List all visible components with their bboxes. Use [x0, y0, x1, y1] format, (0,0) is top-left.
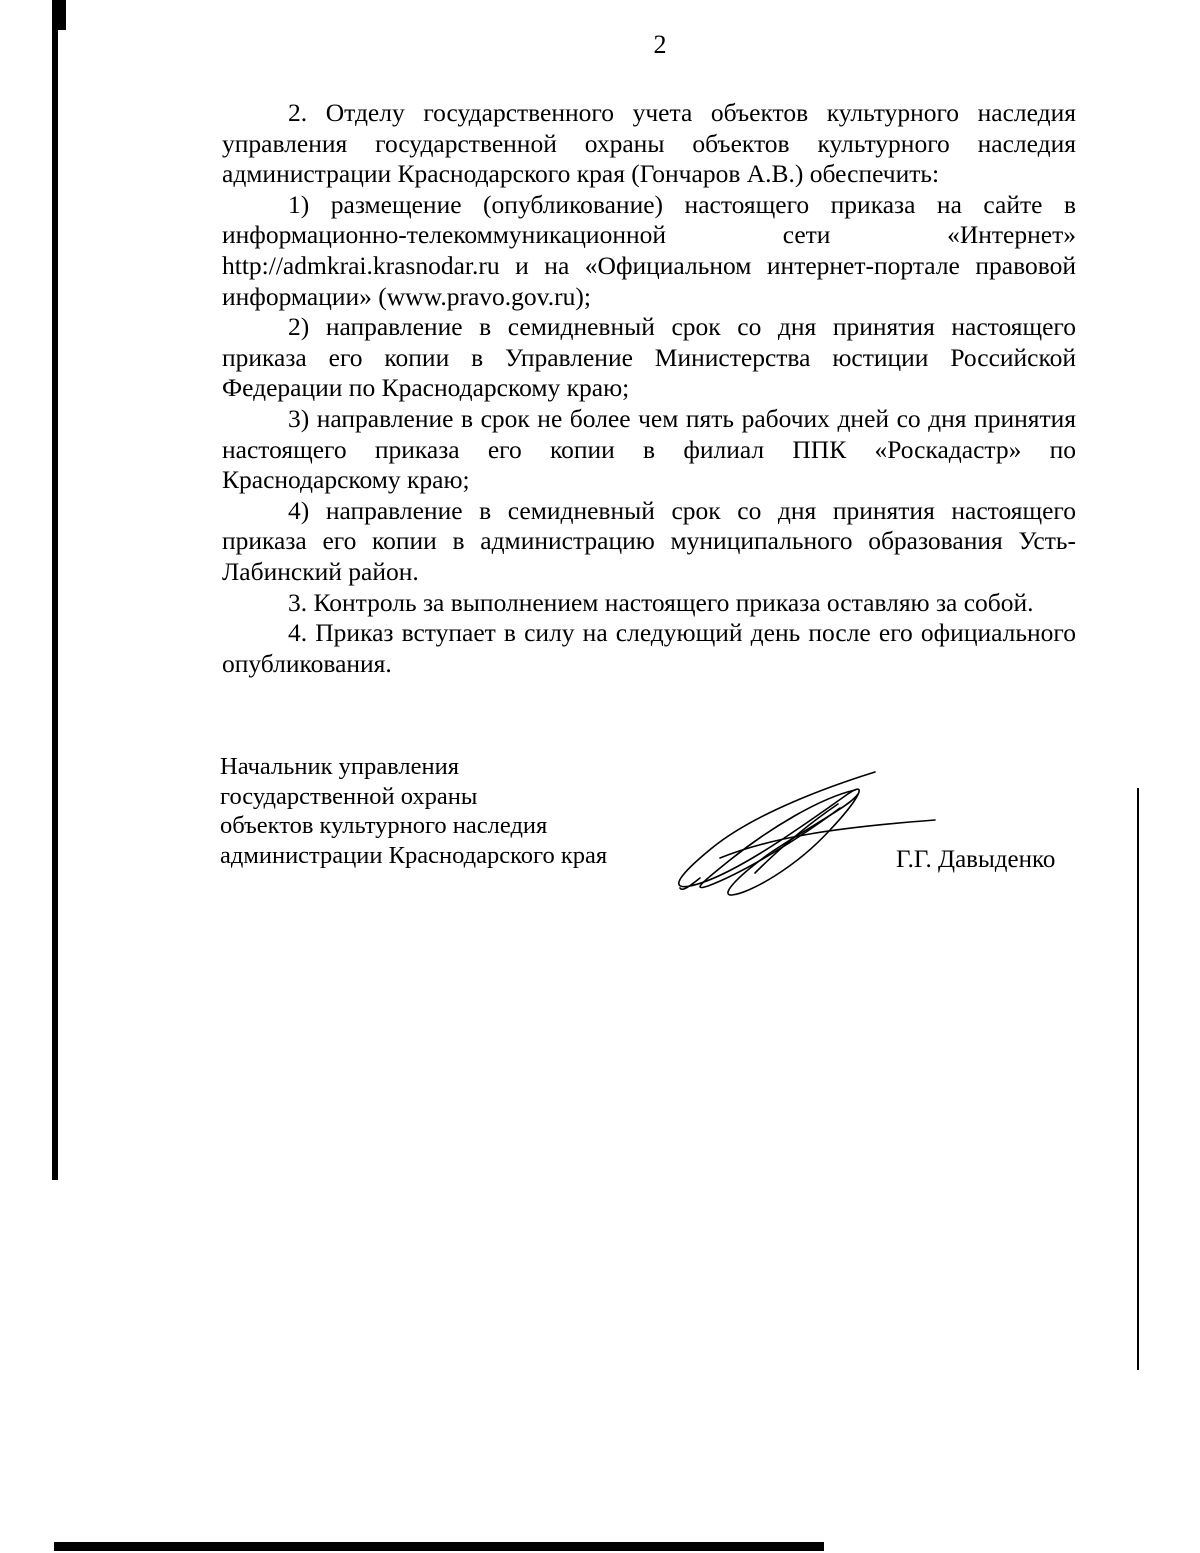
signer-title-line: государственной охраны	[220, 782, 478, 810]
signer-title-line: администрации Краснодарского края	[220, 841, 608, 869]
paragraph-item-4: 4. Приказ вступает в силу на следующий день после его официального опубликования.	[222, 618, 1076, 678]
scan-edge-right	[1137, 788, 1139, 1370]
paragraph-item-3: 3. Контроль за выполнением настоящего приказа оставляю за собой.	[288, 587, 1034, 617]
signer-name: Г.Г. Давыденко	[896, 846, 1056, 873]
paragraph-subitem-1: 1) размещение (опубликование) настоящего приказа на сайте в информационно-телекоммуникационной сети «Интернет» http://admkrai.krasnodar.ru и на «Официальном интернет-портале правовой информации» (www.pravo.gov.ru);	[222, 189, 1076, 311]
scan-edge-left	[52, 0, 58, 1180]
signer-title-line: объектов культурного наследия	[220, 812, 548, 840]
paragraph-subitem-4: 4) направление в семидневный срок со дня принятия настоящего приказа его копии в администрацию муниципального образования Усть-Лабинский район.	[222, 495, 1076, 586]
signer-title	[220, 752, 607, 870]
scan-edge-bottom	[54, 1542, 824, 1551]
handwritten-signature	[660, 768, 950, 900]
document-body	[222, 98, 1076, 679]
paragraph-item-2: 2. Отделу государственного учета объектов культурного наследия управления государственной охраны объектов культурного наследия администрации Краснодарского края (Гончаров А.В.) обеспечить:	[222, 98, 1076, 189]
signer-title-line: Начальник управления	[220, 753, 459, 780]
paragraph-subitem-2: 2) направление в семидневный срок со дня принятия настоящего приказа его копии в Управление Министерства юстиции Российской Федерации по Краснодарскому краю;	[222, 312, 1076, 403]
page-number: 2	[653, 30, 667, 59]
paragraph-subitem-3: 3) направление в срок не более чем пять рабочих дней со дня принятия настоящего приказа его копии в филиал ППК «Роскадастр» по Краснодарскому краю;	[222, 403, 1076, 495]
scan-edge-left-top	[58, 0, 66, 30]
